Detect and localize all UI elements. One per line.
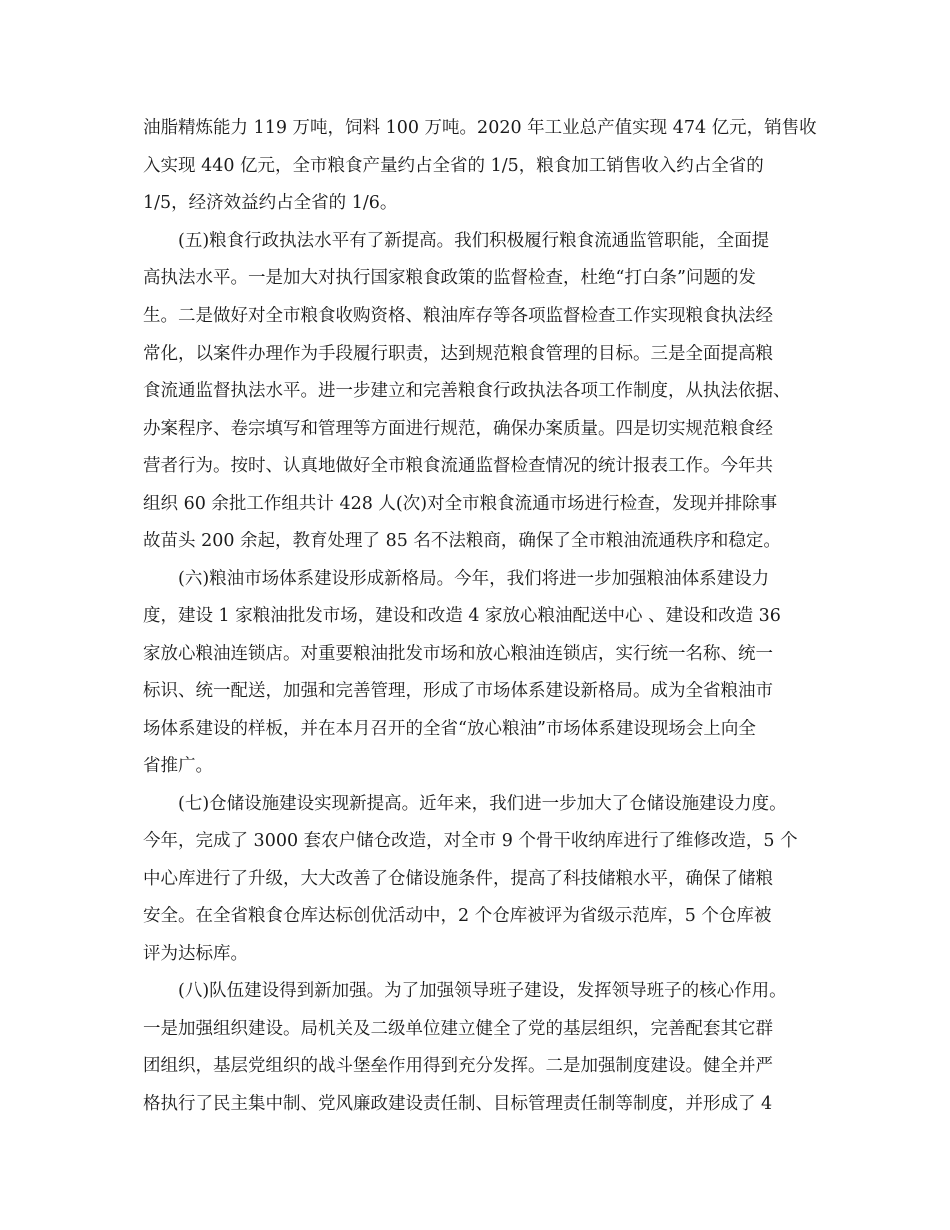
text-line: (七)仓储设施建设实现新提高。近年来，我们进一步加大了仓储设施建设力度。 [178, 794, 787, 814]
text-line: 营者行为。按时、认真地做好全市粮食流通监督检查情况的统计报表工作。今年共 [143, 456, 773, 476]
text-line: 团组织，基层党组织的战斗堡垒作用得到充分发挥。二是加强制度建设。健全并严 [143, 1056, 773, 1076]
text-line: 评为达标库。 [143, 944, 248, 964]
text-line: 省推广。 [143, 756, 213, 776]
text-line: 油脂精炼能力 119 万吨，饲料 100 万吨。2020 年工业总产值实现 474 亿元，销售收 [143, 118, 817, 138]
text-line: (八)队伍建设得到新加强。为了加强领导班子建设，发挥领导班子的核心作用。 [178, 981, 787, 1001]
text-line: 今年，完成了 3000 套农户储仓改造，对全市 9 个骨干收纳库进行了维修改造，5 个 [143, 831, 798, 851]
text-line: (五)粮食行政执法水平有了新提高。我们积极履行粮食流通监管职能，全面提 [178, 231, 770, 251]
text-line: 场体系建设的样板，并在本月召开的全省“放心粮油”市场体系建设现场会上向全 [143, 719, 756, 739]
text-line: 中心库进行了升级，大大改善了仓储设施条件，提高了科技储粮水平，确保了储粮 [143, 869, 773, 889]
text-line: 标识、统一配送，加强和完善管理，形成了市场体系建设新格局。成为全省粮油市 [143, 681, 773, 701]
text-line: 入实现 440 亿元，全市粮食产量约占全省的 1/5，粮食加工销售收入约占全省的 [143, 156, 764, 176]
text-line: 安全。在全省粮食仓库达标创优活动中，2 个仓库被评为省级示范库，5 个仓库被 [143, 906, 772, 926]
text-line: 食流通监督执法水平。进一步建立和完善粮食行政执法各项工作制度，从执法依据、 [143, 381, 791, 401]
text-line: 办案程序、卷宗填写和管理等方面进行规范，确保办案质量。四是切实规范粮食经 [143, 419, 773, 439]
text-line: 生。二是做好对全市粮食收购资格、粮油库存等各项监督检查工作实现粮食执法经 [143, 306, 773, 326]
text-line: 1/5，经济效益约占全省的 1/6。 [143, 193, 398, 213]
text-line: (六)粮油市场体系建设形成新格局。今年，我们将进一步加强粮油体系建设力 [178, 569, 770, 589]
text-line: 高执法水平。一是加大对执行国家粮食政策的监督检查，杜绝“打白条”问题的发 [143, 268, 756, 288]
text-line: 度，建设 1 家粮油批发市场，建设和改造 4 家放心粮油配送中心 、建设和改造 36 [143, 606, 781, 626]
text-line: 故苗头 200 余起，教育处理了 85 名不法粮商，确保了全市粮油流通秩序和稳定。 [143, 531, 781, 551]
text-line: 格执行了民主集中制、党风廉政建设责任制、目标管理责任制等制度，并形成了 4 [143, 1094, 773, 1114]
text-line: 组织 60 余批工作组共计 428 人(次)对全市粮食流通市场进行检查，发现并排除事 [143, 494, 778, 514]
text-line: 常化，以案件办理作为手段履行职责，达到规范粮食管理的目标。三是全面提高粮 [143, 344, 773, 364]
text-line: 一是加强组织建设。局机关及二级单位建立健全了党的基层组织，完善配套其它群 [143, 1019, 773, 1039]
text-line: 家放心粮油连锁店。对重要粮油批发市场和放心粮油连锁店，实行统一名称、统一 [143, 644, 773, 664]
